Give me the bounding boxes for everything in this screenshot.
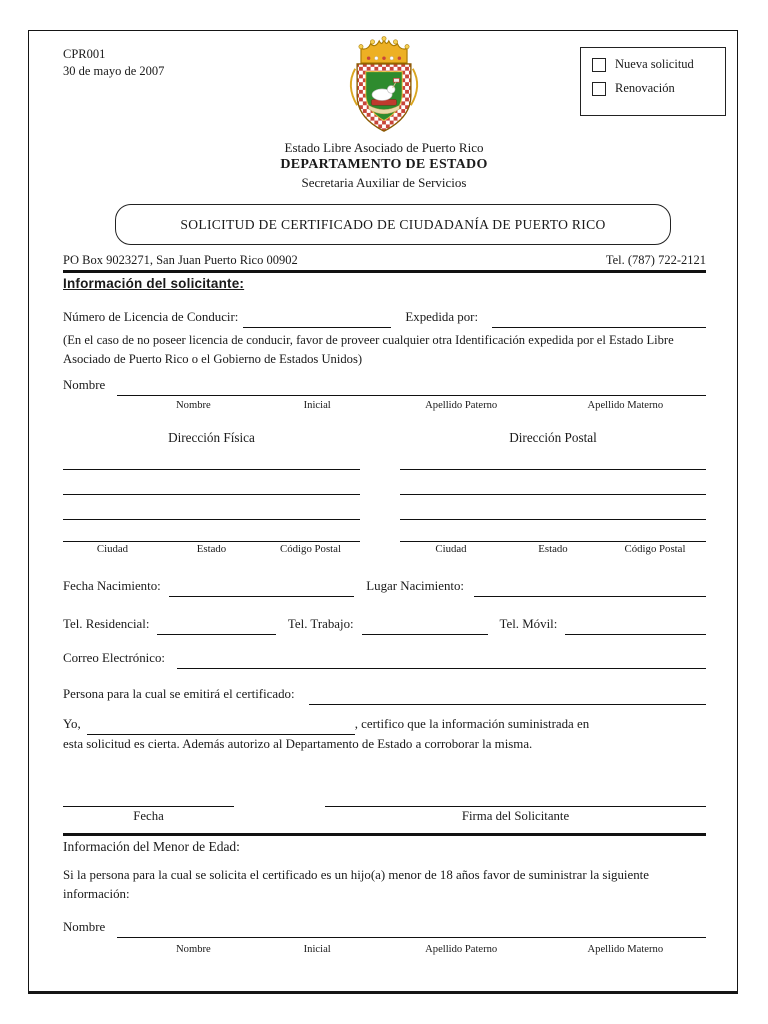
email-field[interactable] [177,650,706,669]
phone-mobile-field[interactable] [565,616,706,635]
certification-line2: esta solicitud es cierta. Además autorizo al Departamento de Estado a corroborar la misma. [63,737,533,751]
birth-place-field[interactable] [474,578,706,597]
paternal-surname-sublabel: Apellido Paterno [425,400,498,411]
date-signature-line[interactable] [63,806,234,807]
physical-address-line-3[interactable] [63,519,360,520]
maternal-surname-sublabel: Apellido Materno [587,400,664,411]
office-phone: Tel. (787) 722-2121 [605,253,706,267]
phone-work-label: Tel. Trabajo: [287,617,354,631]
form-code: CPR001 [63,47,106,61]
request-type-box [580,47,726,116]
postal-address-sublabels [400,543,706,555]
postal-address-city-line[interactable] [400,541,706,542]
section-divider [63,270,706,273]
physical-address-line-1[interactable] [63,469,360,470]
physical-address-sublabels [63,543,360,555]
postal-address-line-1[interactable] [400,469,706,470]
phone-mobile-label: Tel. Móvil: [499,617,558,631]
phone-work-field[interactable] [362,616,488,635]
certify-prefix: Yo, [63,717,81,731]
initial-sublabel: Inicial [303,944,331,955]
zip-sublabel: Código Postal [280,543,341,555]
license-row [63,309,706,328]
puerto-rico-coat-of-arms-icon [336,36,432,138]
initial-sublabel: Inicial [303,400,331,411]
office-name: Secretaria Auxiliar de Servicios [301,175,467,190]
nueva-solicitud-label: Nueva solicitud [615,57,694,71]
issued-to-field[interactable] [309,686,706,705]
form-code-block [63,46,164,80]
phones-row [63,616,706,635]
request-type-option-renewal [592,81,725,96]
date-label: Fecha [133,809,164,823]
postal-address-line-2[interactable] [400,494,706,495]
minor-section-heading: Información del Menor de Edad: [63,839,240,854]
email-row [63,650,706,669]
applicant-name-field[interactable] [117,377,706,396]
license-number-field[interactable] [243,309,391,328]
birth-place-label: Lugar Nacimiento: [366,579,465,593]
minor-name-row [63,919,706,938]
name-sublabel: Nombre [176,400,211,411]
request-type-option-new [592,57,725,72]
declarant-name-field[interactable] [87,716,355,735]
renovacion-label: Renovación [615,81,675,95]
birth-date-field[interactable] [169,578,355,597]
applicant-name-label: Nombre [63,378,106,392]
nueva-solicitud-checkbox[interactable] [592,58,606,72]
physical-address-line-2[interactable] [63,494,360,495]
form-title: SOLICITUD DE CERTIFICADO DE CIUDADANÍA DE PUERTO RICO [115,204,671,245]
department-name: DEPARTAMENTO DE ESTADO [280,157,488,172]
agency-header [0,139,768,192]
maternal-surname-sublabel: Apellido Materno [587,944,664,955]
zip-sublabel: Código Postal [624,543,686,555]
birth-date-label: Fecha Nacimiento: [63,579,161,593]
contact-row [63,252,706,269]
applicant-signature-line[interactable] [325,806,706,807]
postal-address-line-3[interactable] [400,519,706,520]
phone-home-label: Tel. Residencial: [63,617,150,631]
applicant-name-row [63,377,706,396]
signature-label: Firma del Solicitante [461,809,570,823]
phone-home-field[interactable] [157,616,275,635]
email-label: Correo Electrónico: [63,651,166,665]
physical-address-city-line[interactable] [63,541,360,542]
birth-row [63,578,706,597]
renovacion-checkbox[interactable] [592,82,606,96]
name-sublabel: Nombre [176,944,211,955]
city-sublabel: Ciudad [435,543,467,555]
license-note: (En el caso de no poseer licencia de conducir, favor de proveer cualquier otra Identificación expedida por el Estado Libre Asociado de Puerto Rico o el Gobierno de Estados Unidos) [63,333,674,366]
form-date: 30 de mayo de 2007 [63,64,165,78]
certification-row [63,716,706,735]
po-box: PO Box 9023271, San Juan Puerto Rico 00902 [63,253,298,267]
postal-address-header: Dirección Postal [509,430,597,445]
issued-by-label: Expedida por: [405,310,479,324]
issued-to-row [63,686,706,705]
certify-suffix: , certifico que la información suministrada en [354,717,590,731]
city-sublabel: Ciudad [96,543,129,555]
minor-note: Si la persona para la cual se solicita el certificado es un hijo(a) menor de 18 años favor de suministrar la siguiente información: [63,868,649,901]
issued-by-field[interactable] [492,309,706,328]
state-sublabel: Estado [196,543,227,555]
minor-name-sublabels [130,944,706,955]
state-sublabel: Estado [538,543,568,555]
physical-address-header: Dirección Física [168,430,255,445]
applicant-section-heading: Información del solicitante: [63,276,245,291]
license-number-label: Número de Licencia de Conducir: [63,310,239,324]
minor-name-label: Nombre [63,920,106,934]
applicant-name-sublabels [130,400,706,411]
minor-section-divider [63,833,706,836]
paternal-surname-sublabel: Apellido Paterno [425,944,498,955]
issued-to-label: Persona para la cual se emitirá el certificado: [63,687,295,701]
minor-name-field[interactable] [117,919,706,938]
government-name: Estado Libre Asociado de Puerto Rico [284,140,484,155]
